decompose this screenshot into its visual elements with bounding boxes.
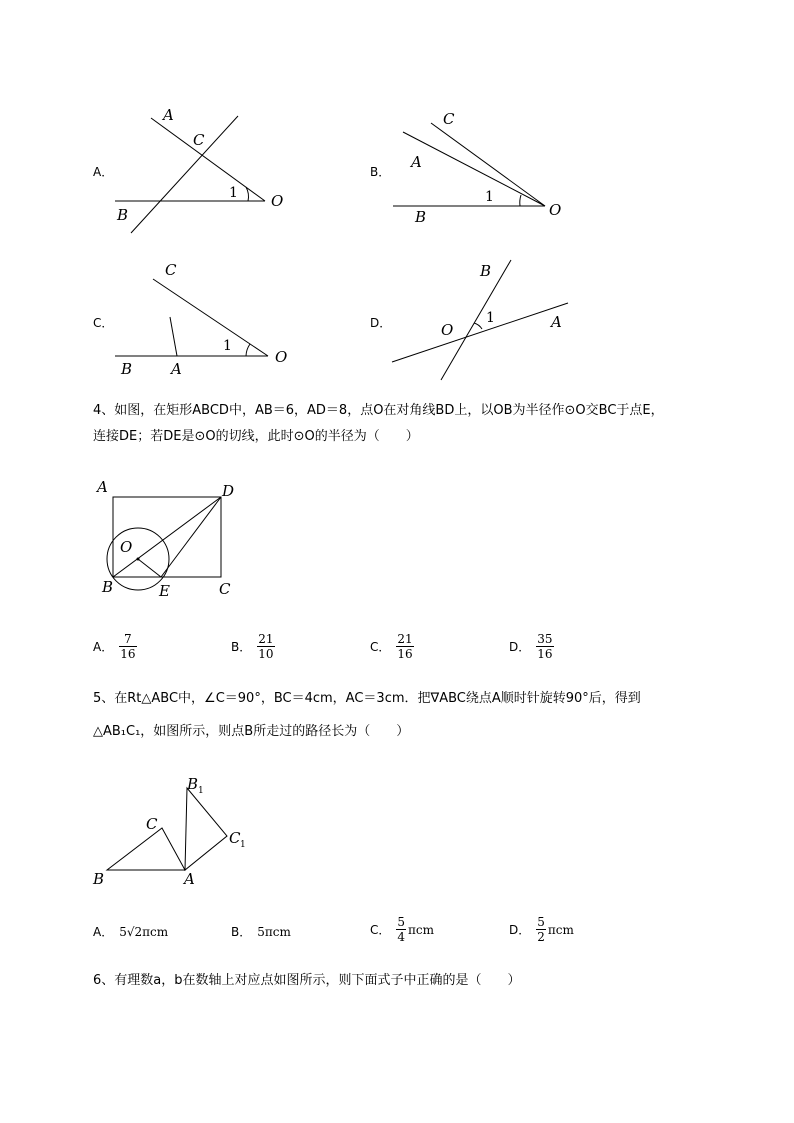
q4-answer-b-label: B． xyxy=(231,640,252,654)
fig-b-label-A: A xyxy=(411,153,422,171)
figure-option-a xyxy=(105,100,295,240)
q5-answer-c-label: C． xyxy=(370,923,391,937)
q4-answer-a-fraction: $\frac{7}{16}$ xyxy=(120,632,136,661)
q5-answer-a xyxy=(93,923,168,940)
fig-q4-label-E: E xyxy=(159,582,170,600)
q5-answer-b-value: 5πcm xyxy=(257,924,291,939)
fig-d-label-A: A xyxy=(551,313,562,331)
fig-a-label-O: O xyxy=(271,192,284,210)
fig-a-angle-1: 1 xyxy=(229,185,238,201)
fig-q5-label-A: A xyxy=(184,870,195,888)
question-5-line-1: 5、在Rt△ABC中，∠C＝90°，BC＝4cm，AC＝3cm．把∇ABC绕点A顺时针旋转90°后，得到 xyxy=(93,691,641,706)
q5-answer-b xyxy=(231,923,291,940)
q4-answer-a-label: A． xyxy=(93,640,114,654)
figure-option-b xyxy=(385,100,575,230)
q4-answer-c-label: C． xyxy=(370,640,391,654)
fig-q4-label-O: O xyxy=(120,538,133,556)
question-5-line-2: △AB₁C₁，如图所示，则点B所走过的路径长为（ ） xyxy=(93,724,410,739)
fig-d-label-O: O xyxy=(441,321,454,339)
fig-q4-label-C: C xyxy=(219,580,231,598)
q5-answer-c xyxy=(370,915,434,944)
fig-c-label-C: C xyxy=(165,261,177,279)
fig-q5-label-B: B xyxy=(93,870,105,888)
q4-answer-c xyxy=(370,632,414,661)
q5-answer-d-label: D． xyxy=(509,923,531,937)
fig-a-label-B: B xyxy=(117,206,129,224)
fig-d-label-B: B xyxy=(480,262,492,280)
fig-q4-label-B: B xyxy=(102,578,114,596)
q5-answer-d xyxy=(509,915,574,944)
fig-a-label-C: C xyxy=(193,131,205,149)
fig-b-angle-1: 1 xyxy=(485,189,494,205)
figure-q4-rectangle xyxy=(95,478,245,602)
q5-answer-d-fraction: $\frac{5}{2}$ xyxy=(537,915,545,944)
q4-answer-c-fraction: $\frac{21}{16}$ xyxy=(397,632,413,661)
q5-answer-c-tail: πcm xyxy=(408,922,435,937)
option-b-label: B． xyxy=(370,165,391,179)
question-4-line-1: 4、如图，在矩形ABCD中，AB＝6，AD＝8，点O在对角线BD上，以OB为半径作⊙O交BC于点E， xyxy=(93,403,664,418)
fig-b-label-O: O xyxy=(549,201,562,219)
fig-q4-label-A: A xyxy=(97,478,108,496)
q4-answer-d-label: D． xyxy=(509,640,531,654)
fig-b-label-B: B xyxy=(415,208,427,226)
q4-answer-d xyxy=(509,632,554,661)
q5-answer-d-tail: πcm xyxy=(547,922,574,937)
option-c-label: C． xyxy=(93,316,114,330)
q5-answer-a-value: 5√2πcm xyxy=(119,924,169,939)
q4-answer-a xyxy=(93,632,137,661)
question-4-line-2: 连接DE；若DE是⊙O的切线，此时⊙O的半径为（ ） xyxy=(93,429,419,444)
fig-c-angle-1: 1 xyxy=(223,338,232,354)
fig-q4-label-D: D xyxy=(222,482,235,500)
fig-q5-label-C1: C xyxy=(229,829,241,847)
q5-answer-a-label: A． xyxy=(93,925,114,939)
option-d-label: D． xyxy=(370,316,392,330)
figure-q5-rotation xyxy=(90,772,260,890)
fig-c-label-A: A xyxy=(171,360,182,378)
q4-answer-b-fraction: $\frac{21}{10}$ xyxy=(258,632,274,661)
fig-a-label-A: A xyxy=(163,106,174,124)
fig-c-label-B: B xyxy=(121,360,133,378)
fig-c-label-O: O xyxy=(275,348,288,366)
q4-answer-b xyxy=(231,632,275,661)
fig-d-angle-1: 1 xyxy=(486,310,495,326)
fig-b-label-C: C xyxy=(443,110,455,128)
figure-option-c xyxy=(105,255,305,380)
figure-option-d xyxy=(385,255,585,385)
fig-q5-label-C: C xyxy=(146,815,158,833)
question-6-line-1: 6、有理数a，b在数轴上对应点如图所示，则下面式子中正确的是（ ） xyxy=(93,973,521,988)
q5-answer-b-label: B． xyxy=(231,925,252,939)
fig-q5-label-B1: B xyxy=(187,775,199,793)
q4-answer-d-fraction: $\frac{35}{16}$ xyxy=(537,632,553,661)
fig-q5-label-C1-sub: 1 xyxy=(240,840,246,850)
q5-answer-c-fraction: $\frac{5}{4}$ xyxy=(397,915,406,944)
option-a-label: A． xyxy=(93,165,114,179)
fig-q5-label-B1-sub: 1 xyxy=(198,786,204,796)
